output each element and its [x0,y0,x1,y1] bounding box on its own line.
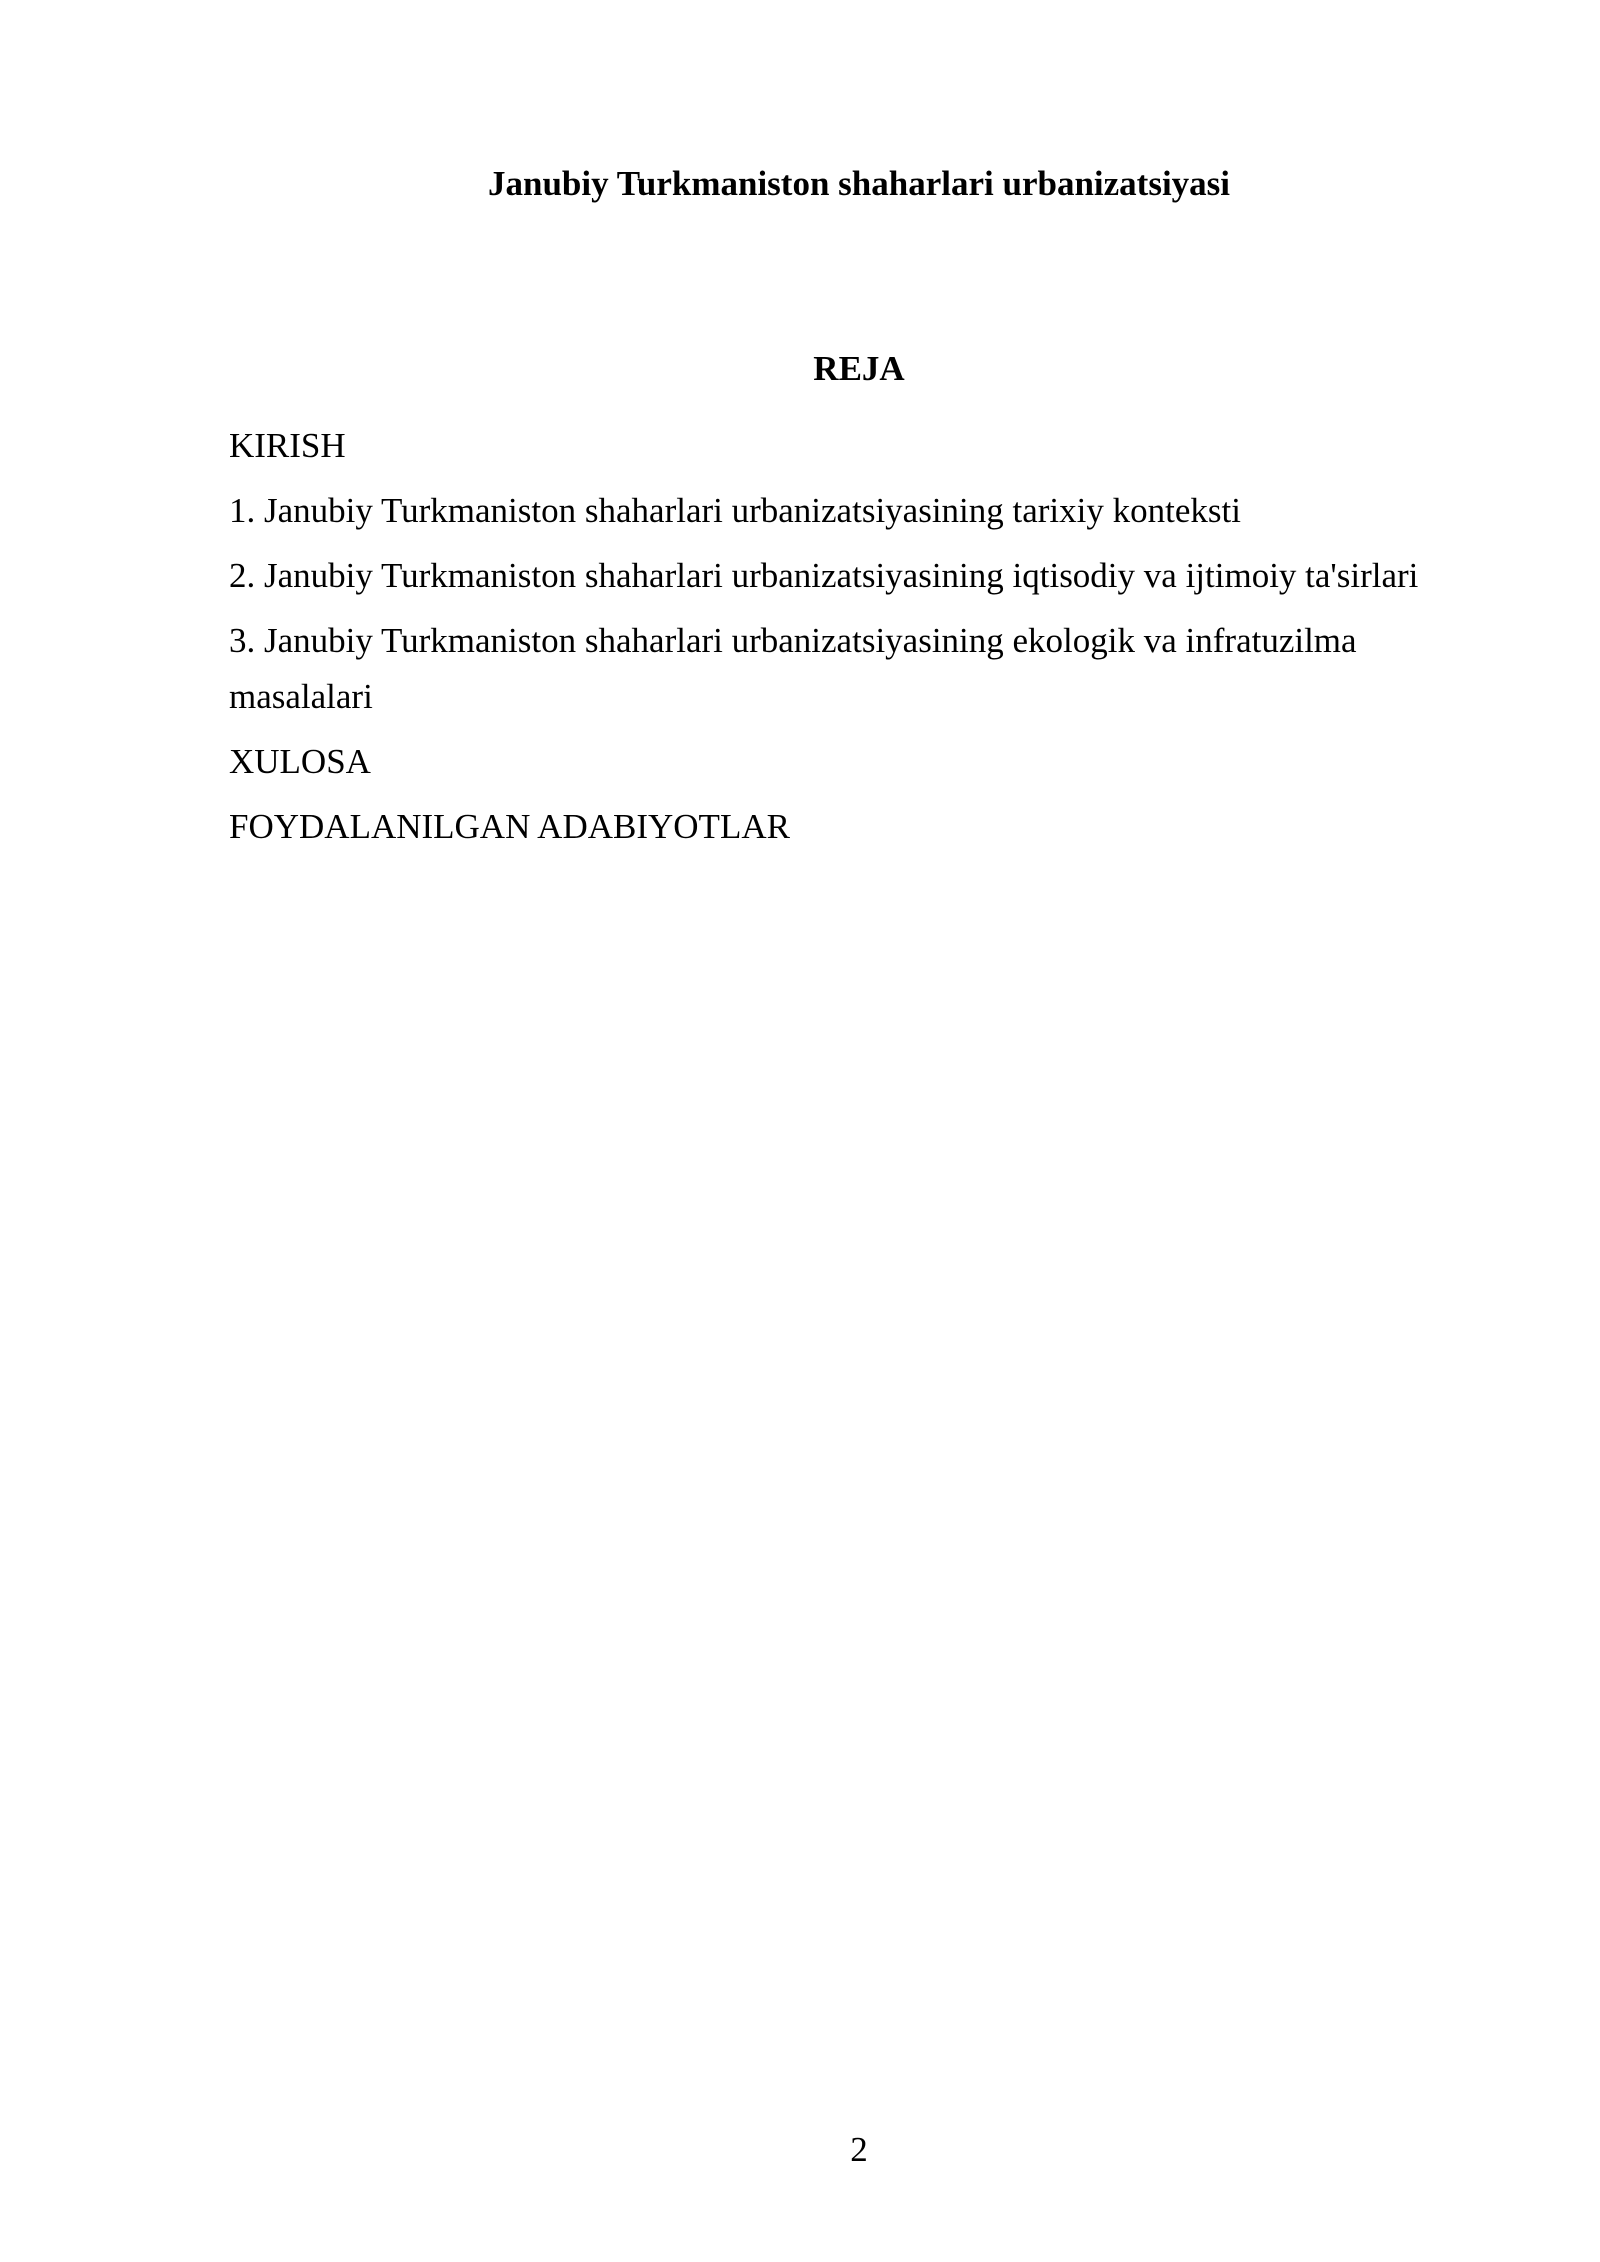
plan-item-section-2: 2. Janubiy Turkmaniston shaharlari urbanizatsiyasining iqtisodiy va ijtimoiy ta'sirlari [229,556,1419,595]
page-number: 2 [850,2130,868,2169]
plan-item-references: FOYDALANILGAN ADABIYOTLAR [229,807,790,846]
plan-item-introduction: KIRISH [229,426,346,465]
plan-item-conclusion: XULOSA [229,742,371,781]
plan-list [229,418,1459,864]
plan-heading: REJA [813,349,905,388]
document-title: Janubiy Turkmaniston shaharlari urbanizatsiyasi [487,164,1231,203]
plan-item-section-3: 3. Janubiy Turkmaniston shaharlari urbanizatsiyasining ekologik va infratuzilma masalalari [229,621,1357,716]
plan-item-section-1: 1. Janubiy Turkmaniston shaharlari urbanizatsiyasining tarixiy konteksti [229,491,1241,530]
